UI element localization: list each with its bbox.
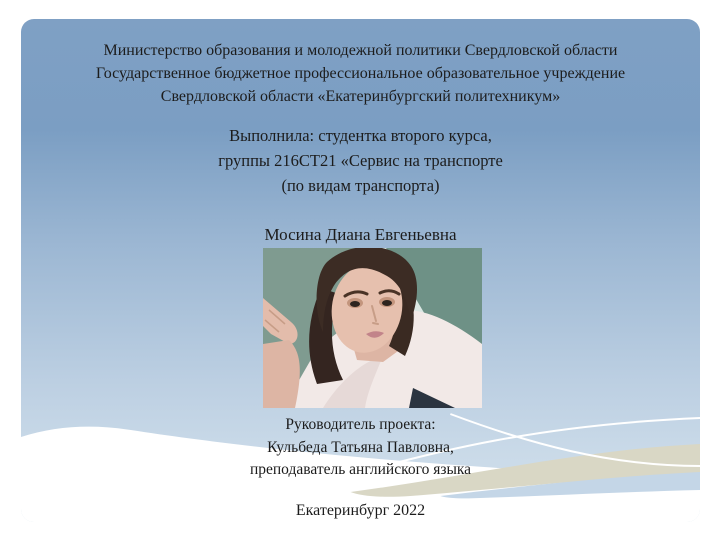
student-info-line: (по видам транспорта) (281, 176, 440, 195)
supervisor-line: Кульбеда Татьяна Павловна, (267, 438, 454, 456)
student-info-line: Выполнила: студентка второго курса, (229, 126, 492, 145)
supervisor-line: Руководитель проекта: (285, 416, 436, 433)
institution-line: Министерство образования и молодежной политики Свердловской области (103, 42, 618, 59)
institution-line: Свердловской области «Екатеринбургский политехникум» (160, 88, 561, 105)
supervisor-line: преподаватель английского языка (249, 461, 472, 478)
student-photo (263, 248, 482, 408)
presentation-slide (21, 19, 700, 522)
student-info (21, 123, 700, 198)
student-info-line: группы 216СТ21 «Сервис на транспорте (218, 151, 503, 170)
student-name: Мосина Диана Евгеньевна (264, 225, 457, 244)
city-year-line: Екатеринбург 2022 (295, 502, 426, 519)
institution-line: Государственное бюджетное профессиональное образовательное учреждение (95, 65, 626, 82)
institution-header (21, 39, 700, 108)
supervisor-info (21, 414, 700, 482)
